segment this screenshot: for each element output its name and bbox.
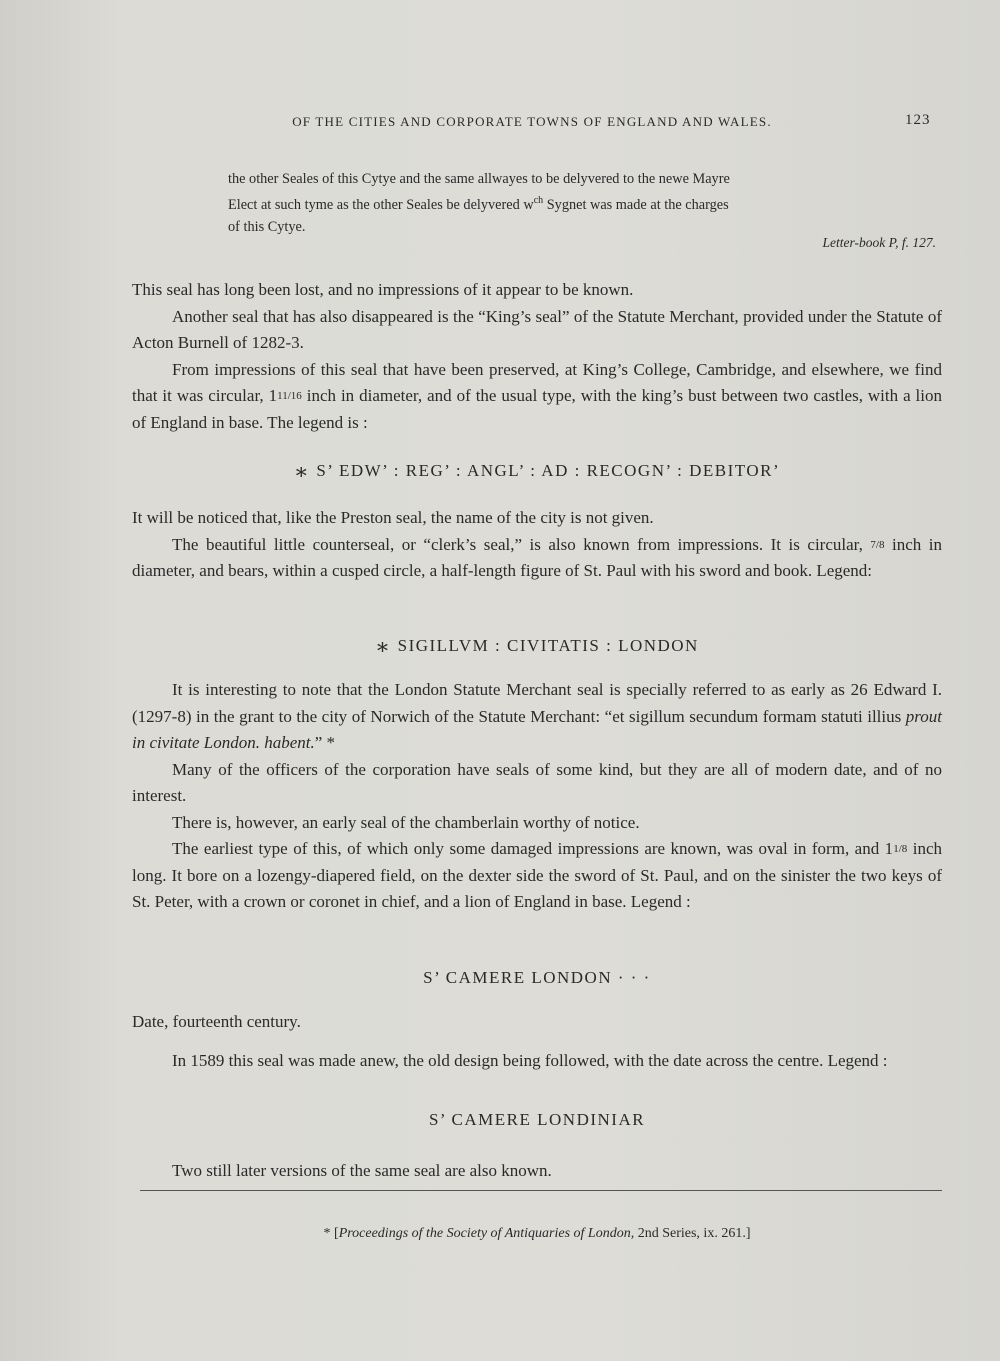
quote-line: Elect at such tyme as the other Seales be delyvered $w^{ch}$ Sygnet was made at the charges: [228, 195, 729, 213]
paragraph: It is interesting to note that the London Statute Merchant seal is specially referred to as early as 26 Edward I. (1297-8) in the grant to the city of Norwich of the Statute Merchant: “et sigillum secundum formam statuti illius prout in civitate London. habent.” *: [132, 680, 942, 752]
page-number: 123: [905, 112, 931, 128]
footnote-rule: [140, 1190, 942, 1191]
paragraph: There is, however, an early seal of the chamberlain worthy of notice.: [172, 812, 640, 832]
paragraph: This seal has long been lost, and no impressions of it appear to be known.: [132, 280, 634, 299]
running-head: OF THE CITIES AND CORPORATE TOWNS OF ENGLAND AND WALES.: [292, 114, 772, 129]
body-paragraphs-3: [132, 677, 942, 916]
paragraph: Date, fourteenth century.: [132, 1012, 301, 1031]
paragraph: It will be noticed that, like the Preston seal, the name of the city is not given.: [132, 508, 654, 527]
paragraph: Two still later versions of the same seal are also known.: [172, 1161, 552, 1180]
quote-line: the other Seales of this Cytye and the same allwayes to be delyvered to the newe Mayre: [228, 171, 730, 187]
paragraph: Many of the officers of the corporation have seals of some kind, but they are all of modern date, and of no interest.: [132, 759, 942, 805]
seal-legend: S’ CAMERE LONDON · · ·: [423, 968, 651, 987]
paragraph: The earliest type of this, of which only some damaged impressions are known, was oval in form, and 11/8 inch long. It bore on a lozengy-diapered field, on the dexter side the sword of St. Paul, and on the sinister the two keys of St. Peter, with a crown or coronet in chief, and a lion of England in base. Legend :: [132, 839, 942, 911]
body-paragraphs-2: [132, 505, 942, 585]
seal-legend: ∗ S’ EDW’ : REG’ : ANGL’ : AD : RECOGN’ : DEBITOR’: [293, 459, 781, 484]
citation: Letter-book P, f. 127.: [822, 235, 936, 250]
paragraph: From impressions of this seal that have been preserved, at King’s College, Cambridge, and elsewhere, we find that it was circular, 111/16 inch in diameter, and of the usual type, with the king’s bust between two castles, with a lion of England in base. The legend is :: [132, 359, 943, 432]
paragraph: Another seal that has also disappeared is the “King’s seal” of the Statute Merchant, provided under the Statute of Acton Burnell of 1282-3.: [132, 306, 942, 352]
paragraph: In 1589 this seal was made anew, the old design being followed, with the date across the centre. Legend :: [172, 1051, 888, 1070]
seal-legend: S’ CAMERE LONDINIAR: [428, 1110, 646, 1129]
body-paragraphs-1: [132, 277, 942, 436]
seal-legend: ∗ SIGILLVM : CIVITATIS : LONDON: [375, 634, 699, 659]
quoted-extract: [228, 168, 940, 238]
footnote: * [Proceedings of the Society of Antiquaries of London, 2nd Series, ix. 261.]: [323, 1226, 751, 1241]
quote-line: of this Cytye.: [228, 219, 306, 235]
paragraph: The beautiful little counterseal, or “clerk’s seal,” is also known from impressions. It is circular, 7/8 inch in diameter, and bears, within a cusped circle, a half-length figure of St. Paul with his sword and book. Legend:: [132, 534, 942, 580]
